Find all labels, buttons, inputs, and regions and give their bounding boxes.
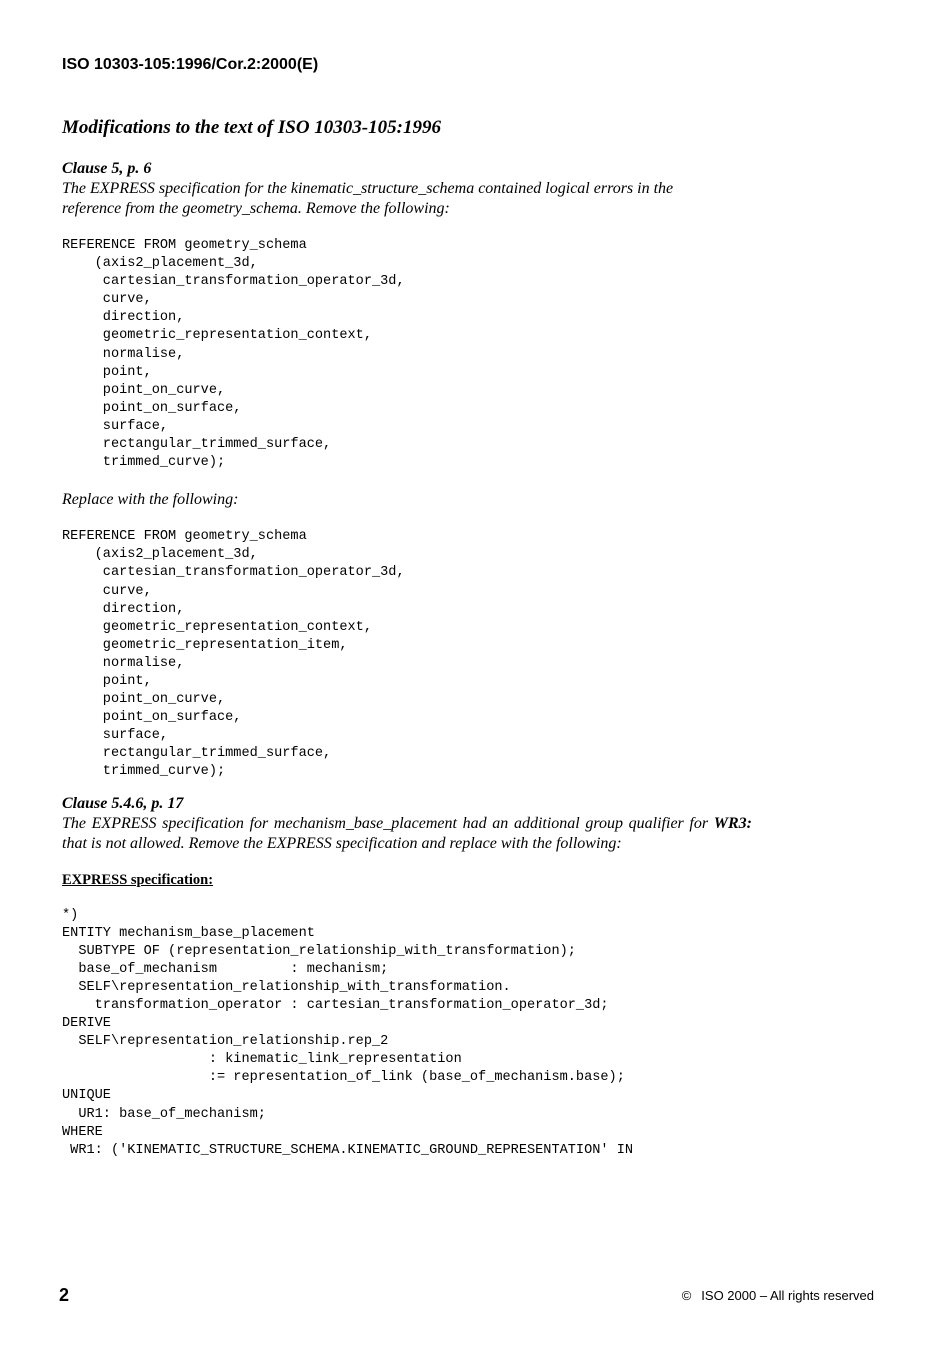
clause-description-line-1: The EXPRESS specification for the kinematic_structure_schema contained logical errors in the (62, 180, 674, 197)
description-text-continued: that is not allowed. Remove the EXPRESS specification and replace with the following: (62, 834, 622, 852)
clause-description-line-2: reference from the geometry_schema. Remove the following: (62, 200, 450, 217)
replace-instruction: Replace with the following: (62, 491, 239, 509)
description-text: The EXPRESS specification for mechanism_base_placement had an additional group qualifier for (62, 814, 714, 832)
code-block-entity: *) ENTITY mechanism_base_placement SUBTYPE OF (representation_relationship_with_transformation); base_of_mechanism : mechanism; SELF\representation_relationship_with_transformation. transformation_operator : cartesian_transformation_operator_3d; DERIVE SELF\representation_relationship.rep_2 : kinematic_link_representation := representation_of_link (base_of_mechanism.base); UNIQUE UR1: base_of_mechanism; WHERE WR1: ('KINEMATIC_STRUCTURE_SCHEMA.KINEMATIC_GROUND_REPRESENTATION' IN (62, 907, 634, 1158)
section-title: Modifications to the text of ISO 10303-105:1996 (62, 117, 441, 138)
wr3-label: WR3: (713, 814, 752, 832)
clause-title: Clause 5, p. 6 (62, 160, 152, 177)
express-spec-subheading: EXPRESS specification: (62, 871, 214, 888)
clause-title: Clause 5.4.6, p. 17 (62, 794, 184, 812)
clause-description (62, 814, 752, 854)
copyright-text: ISO 2000 – All rights reserved (701, 1288, 874, 1303)
copyright-symbol: © (681, 1288, 692, 1303)
copyright-notice (682, 1288, 874, 1303)
clause-5-4-6-block (62, 794, 752, 1160)
clause-5-block (62, 159, 752, 782)
code-block-remove: REFERENCE FROM geometry_schema (axis2_placement_3d, cartesian_transformation_operator_3d, curve, direction, geometric_representation_context, normalise, point, point_on_curve, point_on_surface, surface, rectangular_trimmed_surface, trimmed_curve); (62, 238, 405, 471)
document-header: ISO 10303-105:1996/Cor.2:2000(E) (62, 56, 319, 73)
document-body (62, 117, 752, 1160)
code-block-replace: REFERENCE FROM geometry_schema (axis2_placement_3d, cartesian_transformation_operator_3d, curve, direction, geometric_representation_context, geometric_representation_item, normalise, point, point_on_curve, point_on_surface, surface, rectangular_trimmed_surface, trimmed_curve); (62, 529, 405, 780)
page-number: 2 (59, 1285, 70, 1305)
